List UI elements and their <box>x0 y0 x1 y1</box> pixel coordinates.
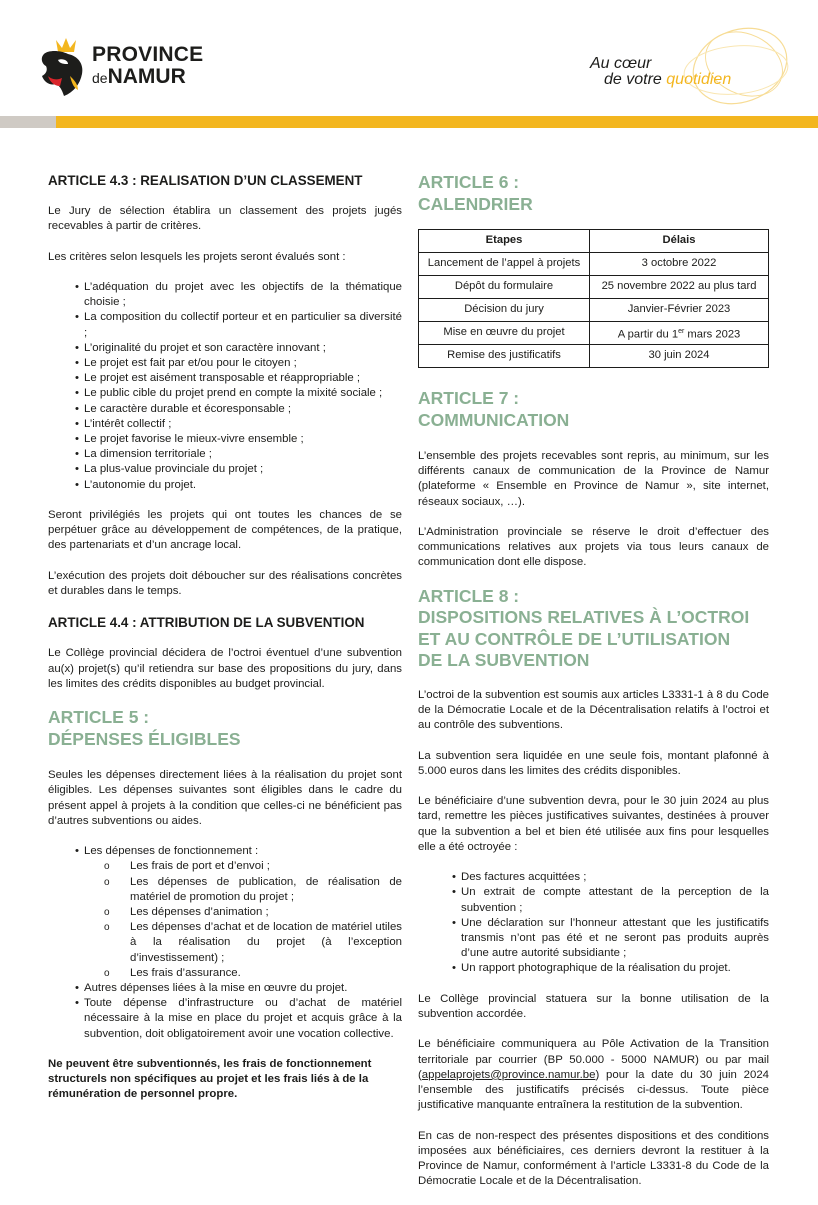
list-item: o Les dépenses d’achat et de location de matériel utiles à la réalisation du projet (à l’exception d’investissement) ; <box>104 920 402 966</box>
article-7-p2: L’Administration provinciale se réserve le droit d’effectuer des communications relatives aux projets via tous leurs canaux de communication dont elle dispose. <box>418 526 769 569</box>
article-4-3-title: ARTICLE 4.3 : REALISATION D’UN CLASSEMENT <box>48 173 363 188</box>
list-item: • Le projet favorise le mieux-vivre ensemble ; <box>75 432 402 447</box>
table-cell: A partir du 1er mars 2023 <box>590 322 769 345</box>
article-4-4-p1: Le Collège provincial décidera de l’octroi éventuel d’une subvention au(x) projet(s) qu’il retiendra sur base des propositions du jury, dans les limites des crédits disponibles au budget provincial. <box>48 647 402 690</box>
table-cell: Décision du jury <box>419 299 590 322</box>
list-item: • La composition du collectif porteur et en particulier sa diversité ; <box>75 310 402 340</box>
table-row <box>419 276 769 299</box>
article-8-p5-start: Le bénéficiaire communiquera au Pôle Activation de la Transition territoriale par courrier (BP 50.000 - 5000 NAMUR) ou par mail ( <box>418 1038 769 1081</box>
article-4-4-title: ARTICLE 4.4 : ATTRIBUTION DE LA SUBVENTION <box>48 615 365 631</box>
logo-line-namur <box>92 66 203 89</box>
article-5-p1: Seules les dépenses directement liées à la réalisation du projet sont éligibles. Les dépenses suivantes sont éligibles dans le cadre du présent appel à projets à la condition que celles-ci ne bénéficient pas d’autres subventions ou aides. <box>48 769 402 827</box>
list-item: • Le caractère durable et écoresponsable ; <box>75 402 402 417</box>
table-cell: Mise en œuvre du projet <box>419 322 590 345</box>
slogan-line-1: Au cœur <box>590 55 652 72</box>
email-link[interactable]: appelaprojets@province.namur.be <box>421 1068 596 1081</box>
list-item: • Un extrait de compte attestant de la perception de la subvention ; <box>452 885 769 915</box>
logo-wordmark <box>92 44 203 89</box>
list-item: • Un rapport photographique de la réalisation du projet. <box>452 961 769 976</box>
left-column <box>48 172 402 1118</box>
list-item: o Les frais de port et d’envoi ; <box>104 859 402 874</box>
table-cell: Lancement de l’appel à projets <box>419 253 590 276</box>
table-header-row <box>419 230 769 253</box>
article-8-title-line-2: DISPOSITIONS RELATIVES À L’OCTROI <box>418 607 750 628</box>
expenses-list-continued <box>75 981 402 1042</box>
list-item: • Le projet est aisément transposable et réappropriable ; <box>75 371 402 386</box>
article-5-title-line-2: DÉPENSES ÉLIGIBLES <box>48 728 241 749</box>
article-5-title-line-1: ARTICLE 5 : <box>48 707 150 728</box>
table-row <box>419 299 769 322</box>
operating-expenses-list <box>104 859 402 981</box>
right-column <box>418 172 769 1205</box>
header-grey-band <box>0 116 56 128</box>
article-8-title-line-3: ET AU CONTRÔLE DE L’UTILISATION <box>418 628 731 649</box>
list-item: • L’intérêt collectif ; <box>75 417 402 432</box>
article-4-3-p3: Seront privilégiés les projets qui ont toutes les chances de se perpétuer grâce au développement de compétences, de la pratique, des partenariats et d’un ancrage local. <box>48 509 402 552</box>
table-cell: 25 novembre 2022 au plus tard <box>590 276 769 299</box>
article-6-title <box>418 172 769 215</box>
article-7-p1: L’ensemble des projets recevables sont repris, au minimum, sur les différents canaux de communication de la Province de Namur (plateforme « Ensemble en Province de Namur », site internet, réseaux sociaux, …). <box>418 450 769 508</box>
article-7-title-line-2: COMMUNICATION <box>418 409 570 430</box>
table-cell: 3 octobre 2022 <box>590 253 769 276</box>
table-cell: Dépôt du formulaire <box>419 276 590 299</box>
table-cell: 30 juin 2024 <box>590 345 769 368</box>
table-row <box>419 322 769 345</box>
slogan-de-votre: de votre <box>604 71 662 88</box>
article-8-p3: Le bénéficiaire d’une subvention devra, pour le 30 juin 2024 au plus tard, remettre les pièces justificatives suivantes, destinées à prouver que la subvention a bel et bien été utilisée aux fins pour lesquelles elle a été octroyée : <box>418 795 769 853</box>
slogan-quotidien: quotidien <box>666 71 732 88</box>
header-yellow-band <box>0 116 818 128</box>
article-8-p6: En cas de non-respect des présentes dispositions et des conditions imposées aux bénéficiaires, ces derniers devront la restituer à la Province de Namur, conformément à l’article L3331-8 du Code de la Démocratie Locale et de la Décentralisation. <box>418 1129 769 1188</box>
article-4-3-p2: Les critères selon lesquels les projets seront évalués sont : <box>48 250 346 263</box>
list-item: • Autres dépenses liées à la mise en œuvre du projet. <box>75 981 402 996</box>
supporting-documents-list <box>452 870 769 976</box>
list-item: • Le public cible du projet prend en compte la mixité sociale ; <box>75 386 402 401</box>
article-4-3-p1: Le Jury de sélection établira un classement des projets jugés recevables à partir de critères. <box>48 205 402 233</box>
article-8-p1: L’octroi de la subvention est soumis aux articles L3331-1 à 8 du Code de la Démocratie Locale et de la Décentralisation relatifs à l’octroi et au contrôle des subventions. <box>418 688 769 732</box>
criteria-list <box>75 280 402 493</box>
article-5-title <box>48 707 402 750</box>
table-row <box>419 345 769 368</box>
article-6-title-line-2: CALENDRIER <box>418 193 533 214</box>
list-item: • Une déclaration sur l’honneur attestant que les justificatifs transmis n’ont pas été et ne seront pas produits auprès d’une autre autorité subsidiante ; <box>452 916 769 962</box>
table-header-cell: Délais <box>590 230 769 253</box>
article-8-title <box>418 586 769 672</box>
article-8-title-line-4: DE LA SUBVENTION <box>418 650 590 671</box>
list-item: o Les frais d’assurance. <box>104 966 402 981</box>
ordinal-suffix: er <box>678 327 685 335</box>
article-7-title <box>418 388 769 431</box>
article-6-title-line-1: ARTICLE 6 : <box>418 172 520 192</box>
article-8-title-line-1: ARTICLE 8 : <box>418 585 520 606</box>
article-8-p5-end: ) pour la date du 30 juin 2024 l’ensemble des justificatifs précisés ci-dessus. Toute pièce justificative manquante entraînera la restitution de la subvention. <box>418 1068 769 1112</box>
page-header <box>0 0 818 130</box>
list-item: • Les dépenses de fonctionnement : <box>75 844 402 859</box>
list-item: • Le projet est fait par et/ou pour le citoyen ; <box>75 356 402 371</box>
table-cell: Remise des justificatifs <box>419 345 590 368</box>
non-eligible-note: Ne peuvent être subventionnés, les frais de fonctionnement structurels non spécifiques au projet et les frais liés à de la rémunération de personnel propre. <box>48 1058 372 1101</box>
slogan <box>582 56 731 88</box>
article-7-title-line-1: ARTICLE 7 : <box>418 388 520 408</box>
list-item: o Les dépenses de publication, de réalisation de matériel de promotion du projet ; <box>104 875 402 905</box>
article-8-p2: La subvention sera liquidée en une seule fois, montant plafonné à 5.000 euros dans les limites des crédits disponibles. <box>418 749 769 777</box>
article-8-p5 <box>418 1037 769 1113</box>
list-item: • L’adéquation du projet avec les objectifs de la thématique choisie ; <box>75 280 402 310</box>
logo-namur: NAMUR <box>107 65 186 88</box>
logo-de: de <box>92 70 108 86</box>
list-item: o Les dépenses d’animation ; <box>104 905 402 920</box>
list-item: • La dimension territoriale ; <box>75 447 402 462</box>
list-item: • Toute dépense d’infrastructure ou d’achat de matériel nécessaire à la mise en place du projet et acquis grâce à la subvention, doit obligatoirement avoir une vocation collective. <box>75 996 402 1042</box>
expenses-list <box>75 844 402 859</box>
article-4-3-p4: L’exécution des projets doit déboucher sur des réalisations concrètes et durables dans le temps. <box>48 569 402 598</box>
logo-line-province: PROVINCE <box>92 43 204 66</box>
table-cell: Janvier-Février 2023 <box>590 299 769 322</box>
calendar-table <box>418 229 769 368</box>
list-item: • L’originalité du projet et son caractère innovant ; <box>75 341 402 356</box>
table-header-cell: Etapes <box>419 230 590 253</box>
article-8-p4: Le Collège provincial statuera sur la bonne utilisation de la subvention accordée. <box>418 992 769 1020</box>
table-row <box>419 253 769 276</box>
slogan-line-2 <box>582 72 731 88</box>
list-item: • Des factures acquittées ; <box>452 870 769 885</box>
list-item: • L’autonomie du projet. <box>75 478 402 493</box>
list-item: • La plus-value provinciale du projet ; <box>75 462 402 477</box>
